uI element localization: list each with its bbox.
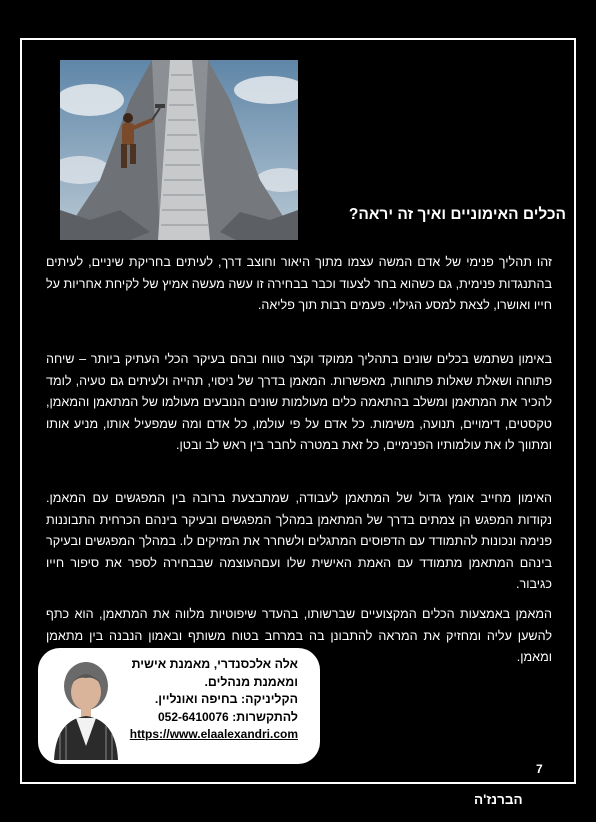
- article-paragraph-2: באימון נשתמש בכלים שונים בתהליך ממוקד וקצר טווח ובהם בעיקר הכלי העתיק ביותר – שיחה פתוחה ושאלת שאלות פתוחות, מאפשרות. המאמן בדרך של ניסוי, תהייה ולעיתים גם טעיה, לומד להכיר את המתאמן ומשלב בהתאמה כלים מעולמות שונים הנובעים מעולמו של המתאמן והמאמן, טקסטים, דימויים, תנועה, משימות. כל אדם על פי עולמו, כל אדם ומה שמפעיל אותו, מניע אותו ומתווך לו את עולמותיו הפנימיים, כל זאת במטרה לחבר בין ראש לב ובטן.: [46, 352, 552, 452]
- phone-number[interactable]: 052-6410076: [157, 709, 229, 724]
- article-paragraph-1: זהו תהליך פנימי של אדם המשה עצמו מתוך היאור וחוצב דרך, לעיתים בחריקת שיניים, לעיתים בהתנגדות פנימית, גם כשהוא בחר לצעוד וכבר בבחירה זו עשה מעשה אמיץ של לקיחת אחריות על חייו ואושרו, לצאת למסע הגילוי. פעמים רבות תוך פליאה.: [46, 255, 552, 312]
- page-number: 7: [536, 762, 543, 776]
- article-title: הכלים האימוניים ואיך זה יראה?: [348, 206, 566, 223]
- author-card: [38, 648, 320, 764]
- man-climbing-stairs-image: [60, 60, 298, 240]
- author-name-line2: ומאמנת מנהלים.: [204, 674, 298, 689]
- article-paragraph-4: המאמן באמצעות הכלים המקצועיים שברשותו, בהעדר שיפוטיות מלווה את המתאמן, הוא כתף להשען עליה ומחזיק את המראה להתבונן בה במרחב בטוח משותף ובאמון הנבנה בין מתאמן ומאמן.: [46, 607, 552, 664]
- article-paragraph-3: האימון מחייב אומץ גדול של המתאמן לעבודה, שמתבצעת ברובה בין המפגשים עם המאמן. נקודות המפגש הן צמתים בדרך של המתאמן במהלך המפגשים ובעיקר בינהם הכרחית התבוננות פנימה ונכונות להתמודד עם הדפוסים המתגלים ולשחרר את המזיקים לו. במהלך המפגשים ובעיקר בינהם המתאמן מתמודד עם האמת האישית שלו ועםהעוצמה שבבחירה לספר את סיפור חייו כגיבור.: [46, 491, 552, 591]
- author-clinic: הקליניקה: בחיפה ואונליין.: [154, 692, 298, 706]
- hero-illustration: [60, 60, 298, 240]
- footer-publication-name: הברנז'ה: [474, 792, 523, 807]
- author-contact: [108, 709, 298, 727]
- contact-label: להתקשרות:: [232, 709, 298, 724]
- website-link[interactable]: https://www.elaalexandri.com: [129, 727, 298, 741]
- author-name-line1: אלה אלכסנדרי, מאמנת אישית: [131, 657, 298, 671]
- author-details: [108, 656, 298, 744]
